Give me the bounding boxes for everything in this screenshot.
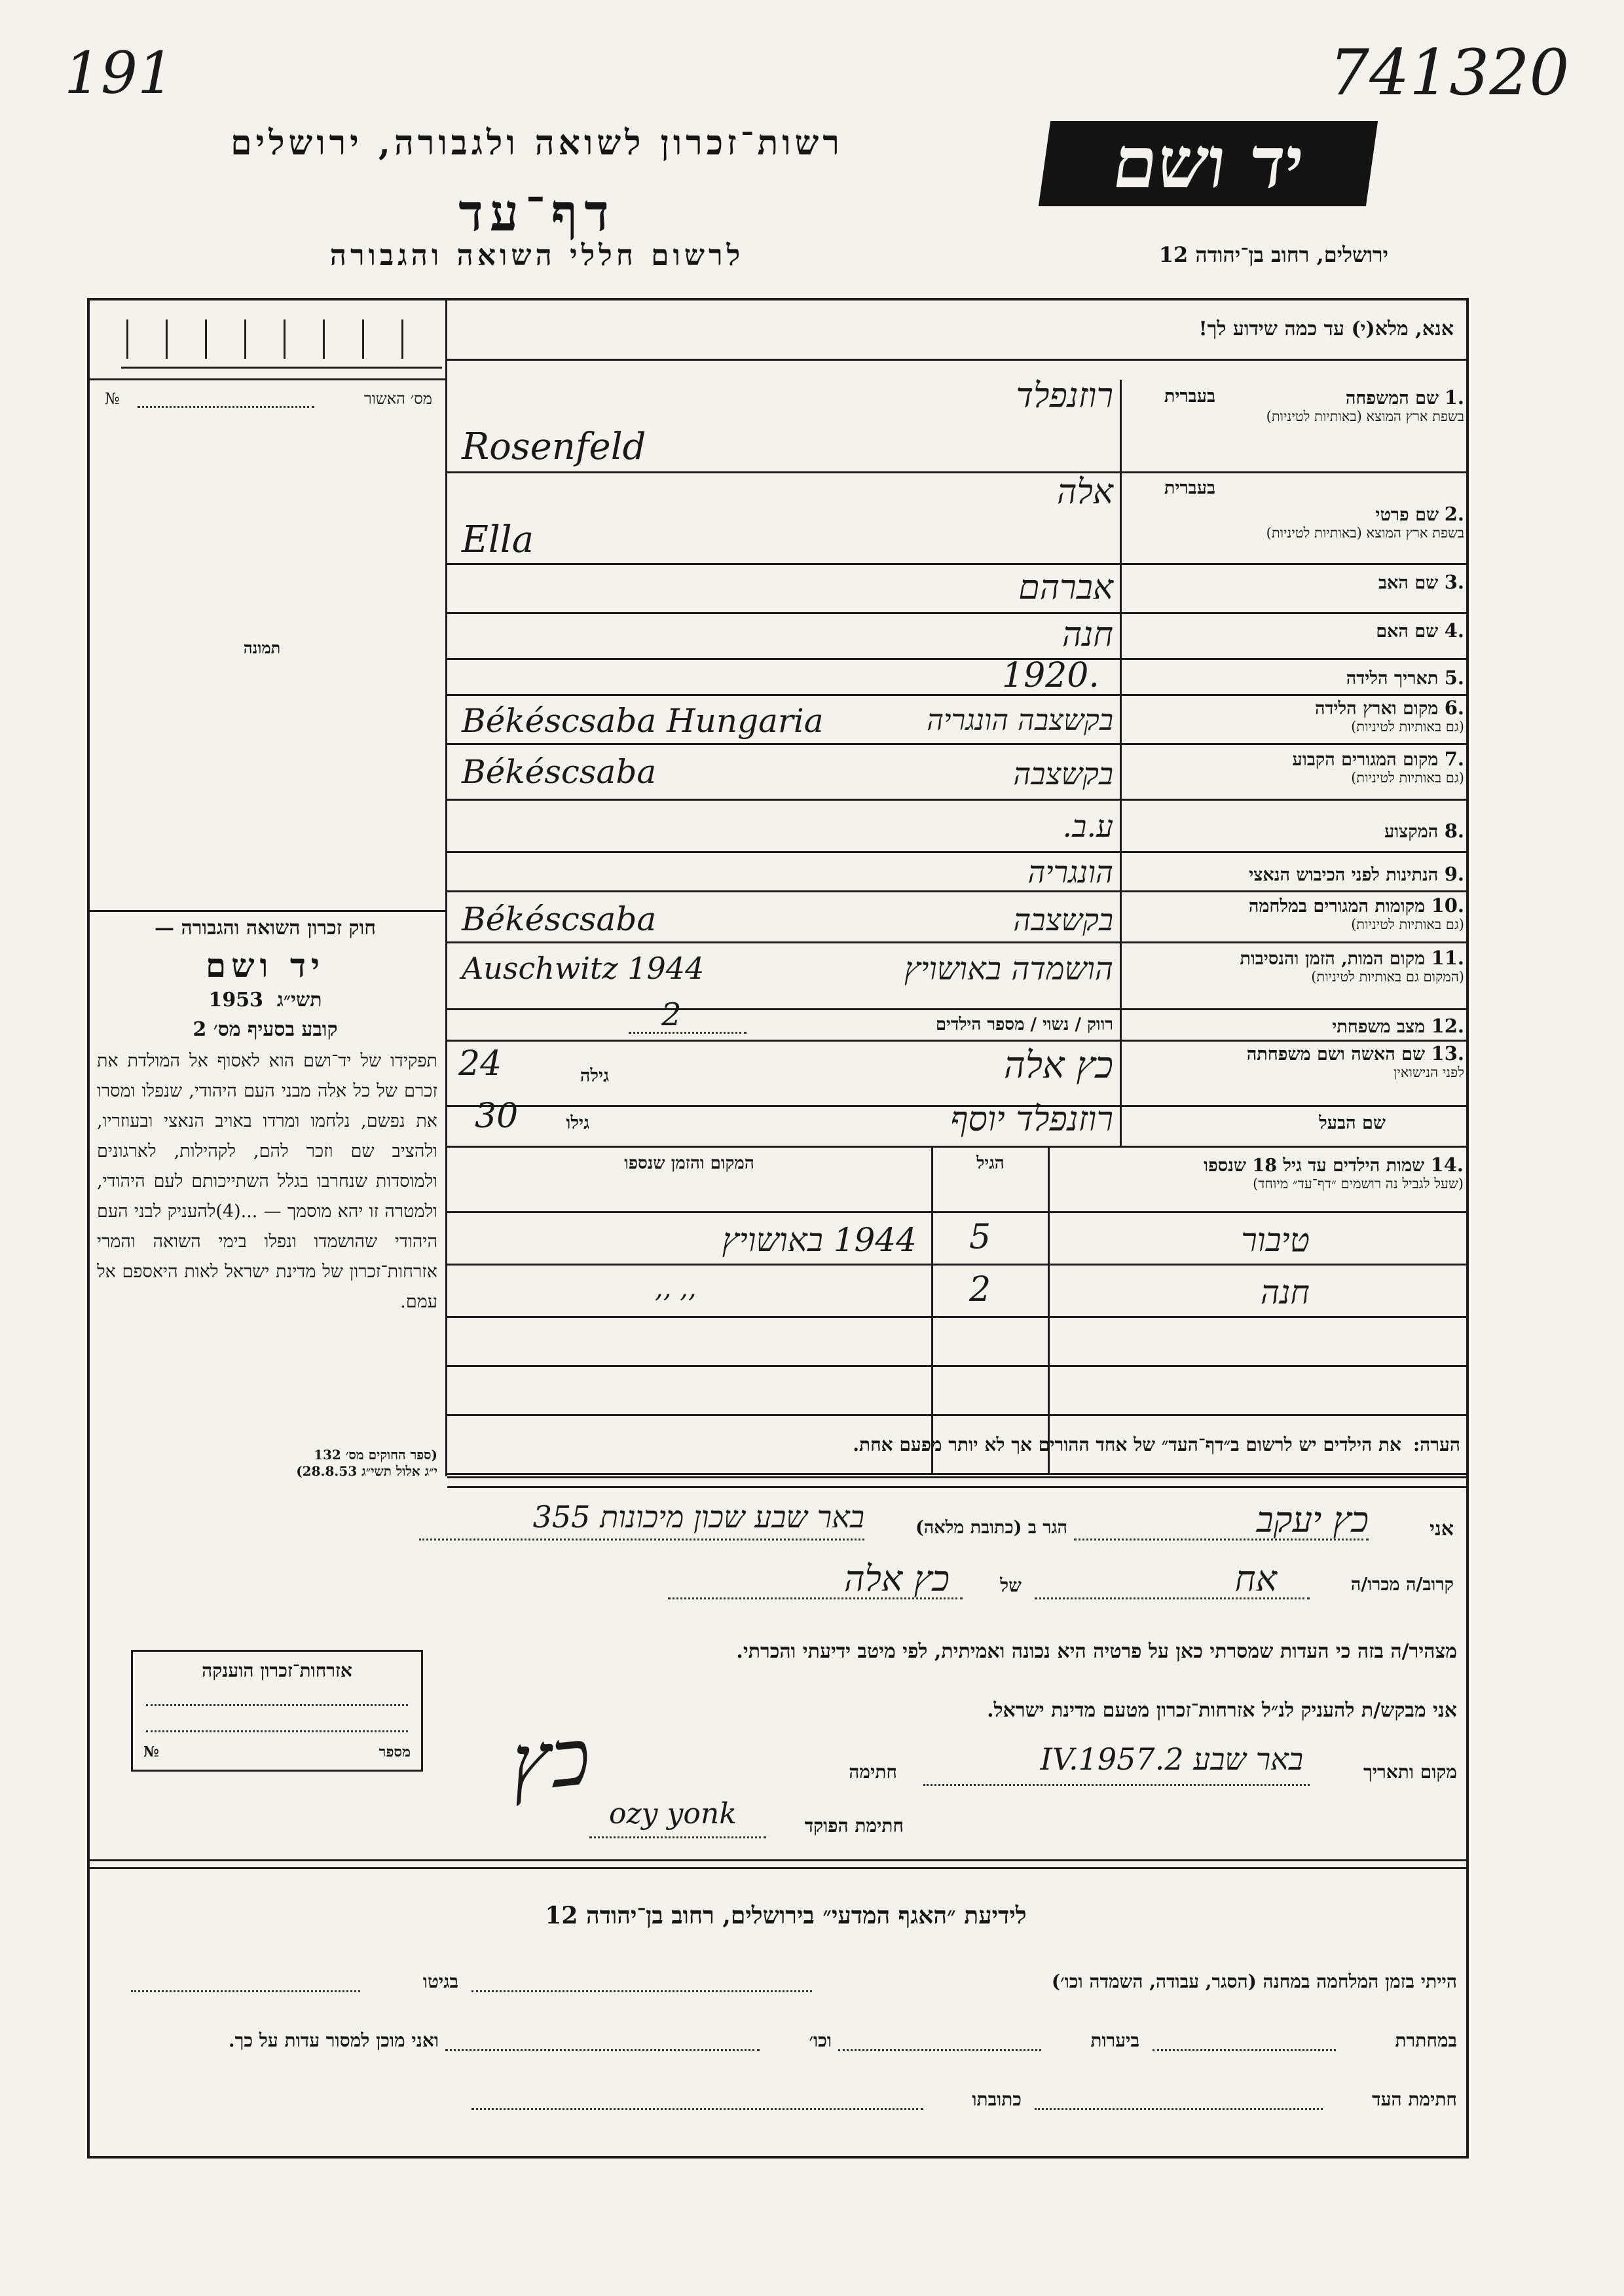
field-8-label: .8 המקצוע [1384, 820, 1464, 842]
col-place-header: המקום והזמן שנספו [624, 1154, 754, 1173]
value-wartime-latin: Békéscsaba [462, 900, 657, 938]
value-mother: חנה [1061, 615, 1113, 655]
field-10-label: .10 מקומות המגורים במלחמה (גם באותיות לטיניות) [1248, 894, 1464, 932]
field-3-label: .3 שם האב [1378, 571, 1464, 593]
header-address: ירושלים, רחוב בן־יהודה 12 [1158, 242, 1388, 267]
law-clause: קובע בסעיף מס׳ 2 [193, 1018, 338, 1041]
marital-options: רווק / נשוי / מספר הילדים [935, 1015, 1113, 1034]
bottom-ready: ואני מוכן למסור עדות על כך. [228, 2030, 439, 2051]
husband-label: שם הבעל [1319, 1113, 1386, 1133]
bottom-witness-sig: חתימת העד [1372, 2088, 1457, 2110]
form-subtitle: לרשום חללי השואה והגבורה [329, 239, 745, 272]
yad-vashem-logo: יד ושם [1039, 121, 1378, 206]
handwritten-ref-right: 741320 [1329, 36, 1570, 109]
of-label: של [1000, 1575, 1022, 1596]
value-wife-name: כץ אלה [1004, 1044, 1113, 1087]
law-reference: (ספר החוקים מס׳ 132 י״ג אלול תשי״ג 28.8.53) [296, 1447, 437, 1479]
bottom-underground: במחתרת [1395, 2030, 1457, 2051]
form-instruction: אנא, מלא(י) עד כמה שידוע לך! [1198, 318, 1454, 340]
value-signature: כץ [506, 1711, 595, 1810]
field-6-label: .6 מקום וארץ הלידה (גם באותיות לטיניות) [1314, 697, 1464, 735]
law-year: 1953 תשי״ג [208, 989, 322, 1011]
field-12-label: .12 מצב משפחתי [1332, 1015, 1464, 1037]
value-child2-name: חנה [1260, 1273, 1310, 1311]
value-relation-of: כץ אלה [844, 1558, 950, 1599]
lives-in-label: הגר ב (כתובת מלאה) [915, 1518, 1067, 1538]
value-official: ozy yonk [609, 1797, 737, 1831]
value-declarant-name: כץ יעקב [1256, 1499, 1369, 1540]
field-1-label: .1 שם המשפחה בעברית בשפת ארץ המוצא (באותיות לטיניות) [1164, 386, 1464, 424]
place-date-label: מקום ותאריך [1363, 1761, 1457, 1783]
age-husband-label: גילו [566, 1113, 589, 1133]
value-declarant-address: באר שבע שכון מיכונות 355 [532, 1499, 864, 1535]
value-firstname-hebrew: אלה [1057, 473, 1113, 512]
value-wartime-hebrew: בקשצבה [1013, 902, 1113, 938]
value-child2-age: 2 [969, 1270, 991, 1309]
value-death-latin: Auschwitz 1944 [462, 951, 705, 986]
field-11-label: .11 מקום המות, הזמן והנסיבות (המקום גם באותיות לטיניות) [1240, 947, 1464, 985]
declaration-text: מצהיר/ה בזה כי העדות שמסרתי כאן על פרטיה היא נכונה ואמיתית, לפי מיטב ידיעתי והכרתי. [736, 1640, 1457, 1663]
field-2-label: בעברית .2 שם פרטי בשפת ארץ המוצא (באותיות לטיניות) [1164, 478, 1464, 541]
value-birthplace-hebrew: בקשצבה הונגריה [927, 704, 1113, 737]
value-child1-place: 1944 באושויץ [722, 1221, 917, 1259]
request-text: אני מבקש/ת להעניק לנ״ל אזרחות־זכרון מטעם מדינת ישראל. [987, 1699, 1457, 1722]
value-husband-name: רוזנפלד יוסף [950, 1100, 1113, 1139]
citizenship-box: אזרחות־זכרון הוענקה מספר № [131, 1650, 423, 1772]
signature-label: חתימה [849, 1761, 897, 1783]
value-death-hebrew: הושמדה באושויץ [904, 951, 1113, 987]
field-7-label: .7 מקום המגורים הקבוע (גם באותיות לטיניות) [1292, 748, 1464, 786]
value-surname-hebrew: רוזנפלד [1016, 376, 1113, 416]
value-birth-year: 1920. [1002, 656, 1099, 695]
value-surname-latin: Rosenfeld [462, 426, 646, 468]
value-profession: ע.ב. [1062, 809, 1113, 844]
registration-box [121, 319, 442, 369]
relative-label: קרוב/ה מכרו/ה [1350, 1575, 1454, 1595]
law-title: חוק זכרון השואה והגבורה — [155, 917, 376, 939]
field-13-label: .13 שם האשה ושם משפחתה לפני הנישואין [1246, 1042, 1464, 1080]
col-age-header: הגיל [976, 1154, 1005, 1173]
value-children-count: 2 [661, 996, 682, 1033]
bottom-address: כתובתו [972, 2088, 1022, 2110]
value-relation: אח [1234, 1558, 1277, 1599]
value-firstname-latin: Ella [462, 519, 534, 561]
law-text: תפקידו של יד־ושם הוא לאסוף אל המולדת את זכרם של כל אלה מבני העם היהודי, שנפלו ומסרו את נפשם, נלחמו ומרדו באויב הנאצי ובעוזריו, ולהציב שם וזכר להם, לקהילות, לארגונים ולמוסדות שנחרבו בגלל השתייכותם לעם היהודי, ולמטרה זו יהא מוסמך — ...(4)להעניק לבני העם היהודי שהושמדו ונפלו בימי השואה והמרי אזרחות־זכרון של מדינת ישראל לאות היאספם אל עמם. [97, 1051, 437, 1312]
bottom-camp-line: הייתי בזמן המלחמה במחנה (הסגר, עבודה, השמדה וכו׳) [1051, 1971, 1457, 1992]
official-label: חתימת הפוקד [804, 1815, 904, 1836]
bottom-ghetto: בגיטו [422, 1971, 458, 1992]
age-wife-label: גילה [580, 1066, 609, 1086]
value-residence-latin: Békéscsaba [462, 753, 657, 791]
value-birthplace-latin: Békéscsaba Hungaria [462, 702, 824, 740]
bottom-etc: וכו׳ [809, 2030, 832, 2051]
handwritten-ref-left: 191 [64, 39, 174, 107]
value-father: אברהם [1018, 568, 1113, 608]
bottom-title: לידיעת ״האגף המדעי״ בירושלים, רחוב בן־יהודה 12 [545, 1902, 1027, 1929]
institution-name: רשות־זכרון לשואה ולגבורה, ירושלים [231, 123, 843, 163]
field-5-label: .5 תאריך הלידה [1346, 666, 1464, 689]
value-place-date: באר שבע 2.IV.1957 [1040, 1741, 1303, 1777]
value-nationality: הונגריה [1027, 854, 1113, 890]
field-4-label: .4 שם האם [1376, 619, 1464, 642]
field-14-label: .14 שמות הילדים עד גיל 18 שנספו (שעל לגביל נה רושמים ״דף־עד״ מיוחד) [1204, 1154, 1464, 1192]
certificate-number-label: מס׳ האשור № [105, 390, 432, 408]
children-note: הערה: את הילדים יש לרשום ב״דף־העד״ של אחד ההורים אך לא יותר מפעם אחת. [853, 1434, 1460, 1455]
photo-label: תמונה [243, 638, 281, 657]
field-9-label: .9 הנתינות לפני הכיבוש הנאצי [1249, 863, 1464, 885]
value-age-wife: 24 [458, 1044, 502, 1084]
form-title: דף־עד [458, 183, 616, 243]
declarant-i-label: אני [1430, 1518, 1454, 1540]
bottom-forests: ביערות [1090, 2030, 1139, 2051]
value-child2-place: ,, ,, [655, 1273, 697, 1303]
law-name: יד ושם [206, 946, 325, 985]
value-age-husband: 30 [475, 1097, 519, 1136]
value-residence-hebrew: בקשצבה [1013, 756, 1113, 792]
value-child1-age: 5 [969, 1218, 991, 1257]
value-child1-name: טיבור [1241, 1221, 1310, 1259]
